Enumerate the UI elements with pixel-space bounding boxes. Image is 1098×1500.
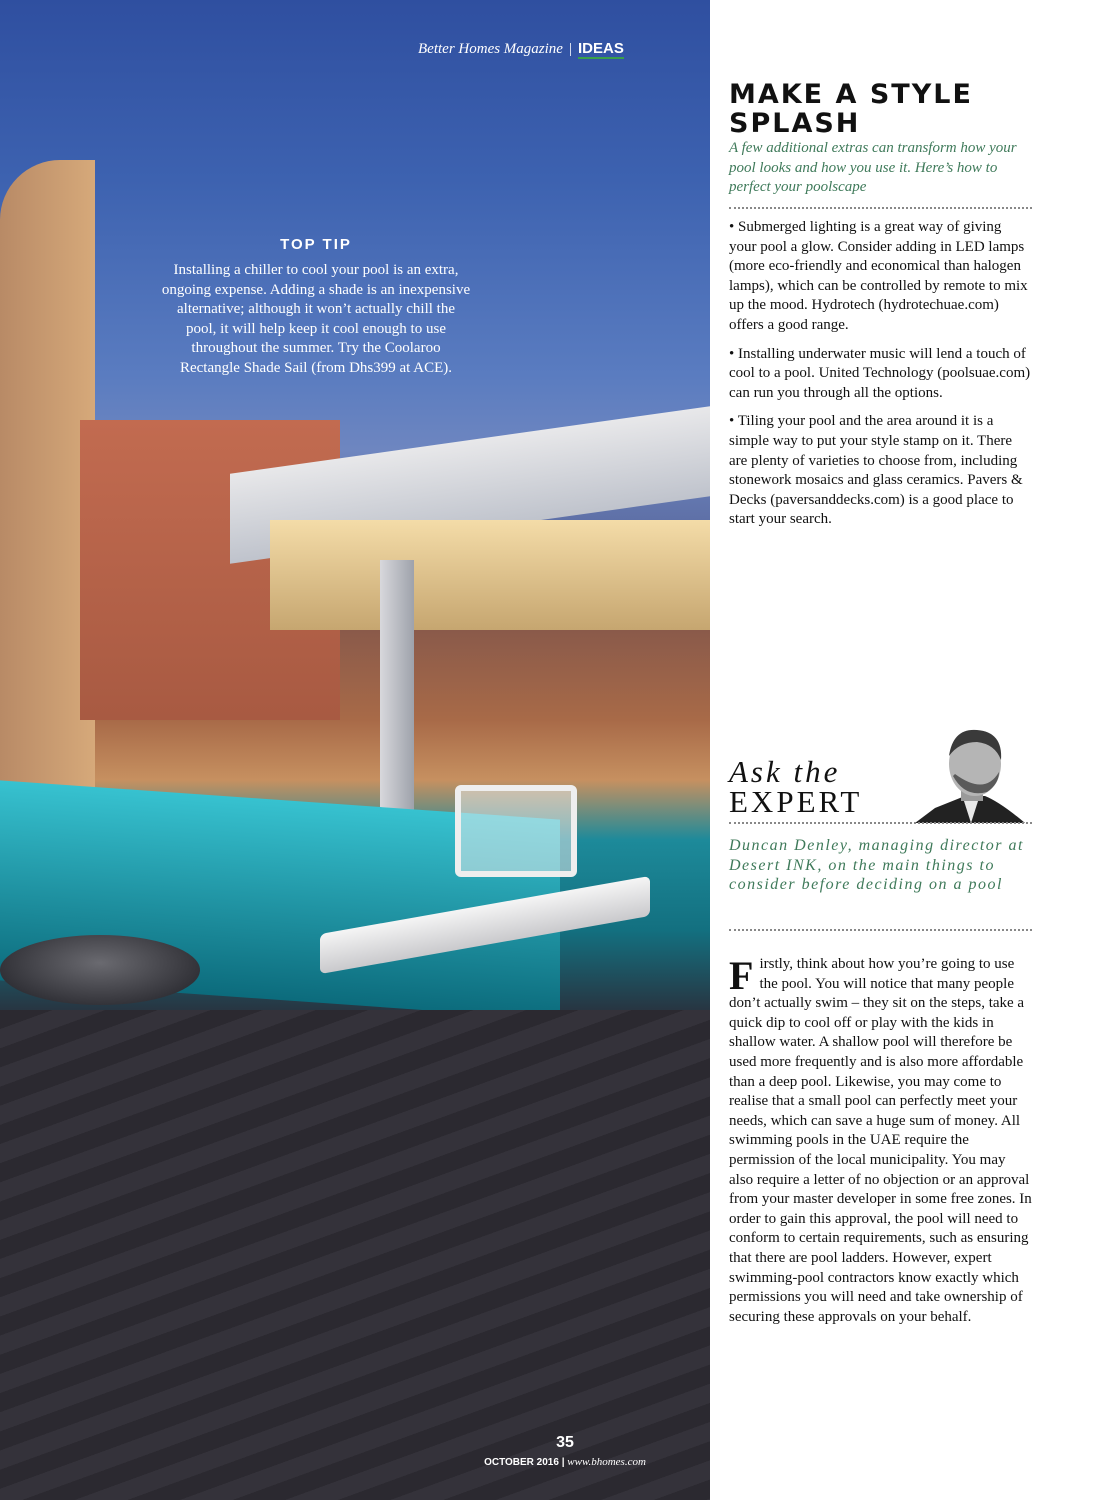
wooden-deck: [0, 1010, 710, 1500]
expert-answer: [729, 955, 1032, 1327]
dotted-divider: [729, 207, 1032, 209]
top-tip-heading: TOP TIP: [280, 236, 352, 253]
section-label: IDEAS: [577, 40, 624, 57]
expert-label: EXPERT: [729, 784, 863, 819]
dotted-divider: [729, 929, 1032, 931]
issue-date: OCTOBER 2016: [484, 1457, 559, 1468]
dotted-divider: [729, 822, 1032, 824]
pergola-ceiling: [270, 520, 710, 630]
footer-separator: |: [561, 1457, 565, 1468]
style-splash-title: MAKE A STYLE SPLASH: [729, 79, 973, 139]
expert-intro: Duncan Denley, managing director at Desert INK, on the main things to consider before deciding on a pool: [729, 837, 1024, 894]
bullet-music: • Installing underwater music will lend a touch of cool to a pool. United Technology (poolsuae.com) can run you through all the options.: [729, 345, 1031, 401]
website-url: www.bhomes.com: [567, 1456, 646, 1468]
page-footer: [440, 1434, 690, 1470]
style-splash-standfirst: A few additional extras can transform how your pool looks and how you use it. Here’s how to perfect your poolscape: [729, 140, 1017, 196]
running-header: [418, 40, 624, 58]
water-bowl-fountain: [0, 935, 200, 1005]
lounge-chair: [455, 785, 577, 877]
expert-answer-text: irstly, think about how you’re going to use the pool. You will notice that many people don’t actually swim – they sit on the steps, take a quick dip to cool off or play with the kids in shallow water. A shallow pool will therefore be used more frequently and is also more affordable than a deep pool. Likewise, you may come to realise that a small pool can perfectly meet your needs, which can save a huge sum of money. All swimming pools in the UAE require the permission of the local municipality. You may also require a letter of no objection or an approval from your master developer in some free zones. In order to gain this approval, the pool will need to conform to certain requirements, such as ensuring that there are pool ladders. However, expert swimming-pool contractors know exactly which permissions you will need and take ownership of securing these approvals on your behalf.: [729, 956, 1032, 1325]
top-tip-text: Installing a chiller to cool your pool is an extra, ongoing expense. Adding a shade is an inexpensive alternative; although it won’t actually chill the pool, it will help keep it cool enough to use throughout the summer. Try the Coolaroo Rectangle Shade Sail (from Dhs399 at ACE).: [161, 262, 471, 376]
style-splash-bullets: [729, 218, 1032, 539]
bullet-tiling: • Tiling your pool and the area around it is a simple way to put your style stamp on it. There are plenty of varieties to choose from, including stonework mosaics and glass ceramics. Pavers & Decks (paversanddecks.com) is a good place to start your search.: [729, 413, 1023, 528]
bullet-lighting: • Submerged lighting is a great way of giving your pool a glow. Consider adding in LED lamps (more eco-friendly and economical than halogen lamps), which can be controlled by remote to mix up the mood. Hydrotech (hydrotechuae.com) offers a good range.: [729, 219, 1028, 333]
expert-portrait: [915, 726, 1025, 823]
drop-cap: F: [729, 953, 754, 998]
magazine-name: Better Homes Magazine: [418, 41, 563, 57]
header-separator: |: [568, 41, 572, 57]
ask-the-label: Ask the: [729, 754, 841, 789]
page-number: 35: [556, 1434, 574, 1451]
top-tip-box: [160, 236, 472, 379]
